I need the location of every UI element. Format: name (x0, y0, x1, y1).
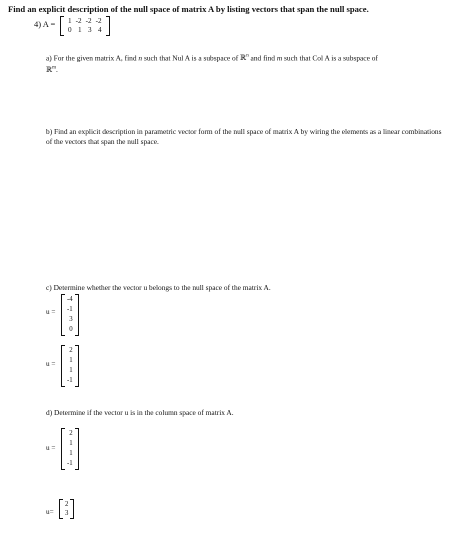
problem-label: 4) A = (34, 19, 56, 29)
vector-u1-entries (65, 294, 75, 336)
part-c-text: c) Determine whether the vector u belongs to the null space of the matrix A. (46, 283, 271, 292)
u-label: u= (46, 508, 54, 516)
vector-entry: -1 (67, 377, 73, 384)
matrix-cell: 0 (68, 26, 72, 34)
matrix-cell: -2 (85, 17, 92, 25)
m-sup: m (52, 65, 57, 71)
vector-entry: 3 (65, 510, 69, 517)
vector-entry: 1 (69, 357, 73, 364)
matrix-right-bracket (106, 16, 110, 36)
vector-entry: 3 (69, 316, 73, 323)
matrix-a-grid (64, 16, 106, 36)
vector-entry: -1 (67, 460, 73, 467)
vector-entry: 1 (69, 440, 73, 447)
part-a-text-2: such that Nul A is a subspace of (143, 53, 239, 63)
part-a-text-4: such that Col A is a subspace of (284, 53, 378, 63)
part-a-text-1: a) For the given matrix A, find (46, 53, 137, 63)
vector-u4-entries (63, 499, 70, 519)
u-label: u = (46, 308, 56, 316)
vector-u4 (59, 499, 74, 519)
matrix-cell: -2 (95, 17, 102, 25)
vector-u3 (61, 428, 79, 470)
vector-entry: 2 (69, 430, 73, 437)
vector-entry: 1 (69, 450, 73, 457)
matrix-cell: 1 (78, 26, 82, 34)
u-label: u = (46, 360, 56, 368)
vector-entry: 2 (69, 347, 73, 354)
matrix-cell: -2 (75, 17, 82, 25)
vector-right-bracket (70, 499, 74, 519)
part-a-m-var: m (276, 53, 283, 63)
part-a-r-m: ℝ$^m$. (46, 64, 58, 74)
r-symbol: ℝ (46, 64, 53, 74)
part-d-text: d) Determine if the vector u is in the column space of matrix A. (46, 408, 234, 417)
n-sup: n (246, 54, 249, 59)
part-b-text: b) Find an explicit description in parametric vector form of the null space of matrix A by wiring the elements as a linear combinations of the vectors that span the null space. (46, 127, 442, 146)
vector-u3-entries (65, 428, 75, 470)
matrix-cell: 4 (98, 26, 102, 34)
r-symbol: ℝ (240, 53, 247, 63)
page-title: Find an explicit description of the null space of matrix A by listing vectors that span the null space. (8, 4, 369, 14)
vector-right-bracket (75, 294, 79, 336)
matrix-cell: 3 (88, 26, 92, 34)
vector-entry: -1 (67, 306, 73, 313)
part-a-text (46, 52, 446, 75)
part-a-n-var: n (138, 53, 143, 63)
matrix-a (60, 16, 110, 36)
vector-entry: 1 (69, 367, 73, 374)
part-a-text-3: and find (250, 53, 275, 63)
vector-right-bracket (75, 345, 79, 387)
vector-u2 (61, 345, 79, 387)
vector-entry: 2 (65, 501, 69, 508)
matrix-cell: 1 (68, 17, 72, 25)
u-label: u = (46, 444, 56, 452)
vector-right-bracket (75, 428, 79, 470)
vector-entry: 0 (69, 326, 73, 333)
vector-entry: -4 (67, 296, 73, 303)
vector-u1 (61, 294, 79, 336)
part-a-r-n (240, 53, 249, 62)
vector-u2-entries (65, 345, 75, 387)
